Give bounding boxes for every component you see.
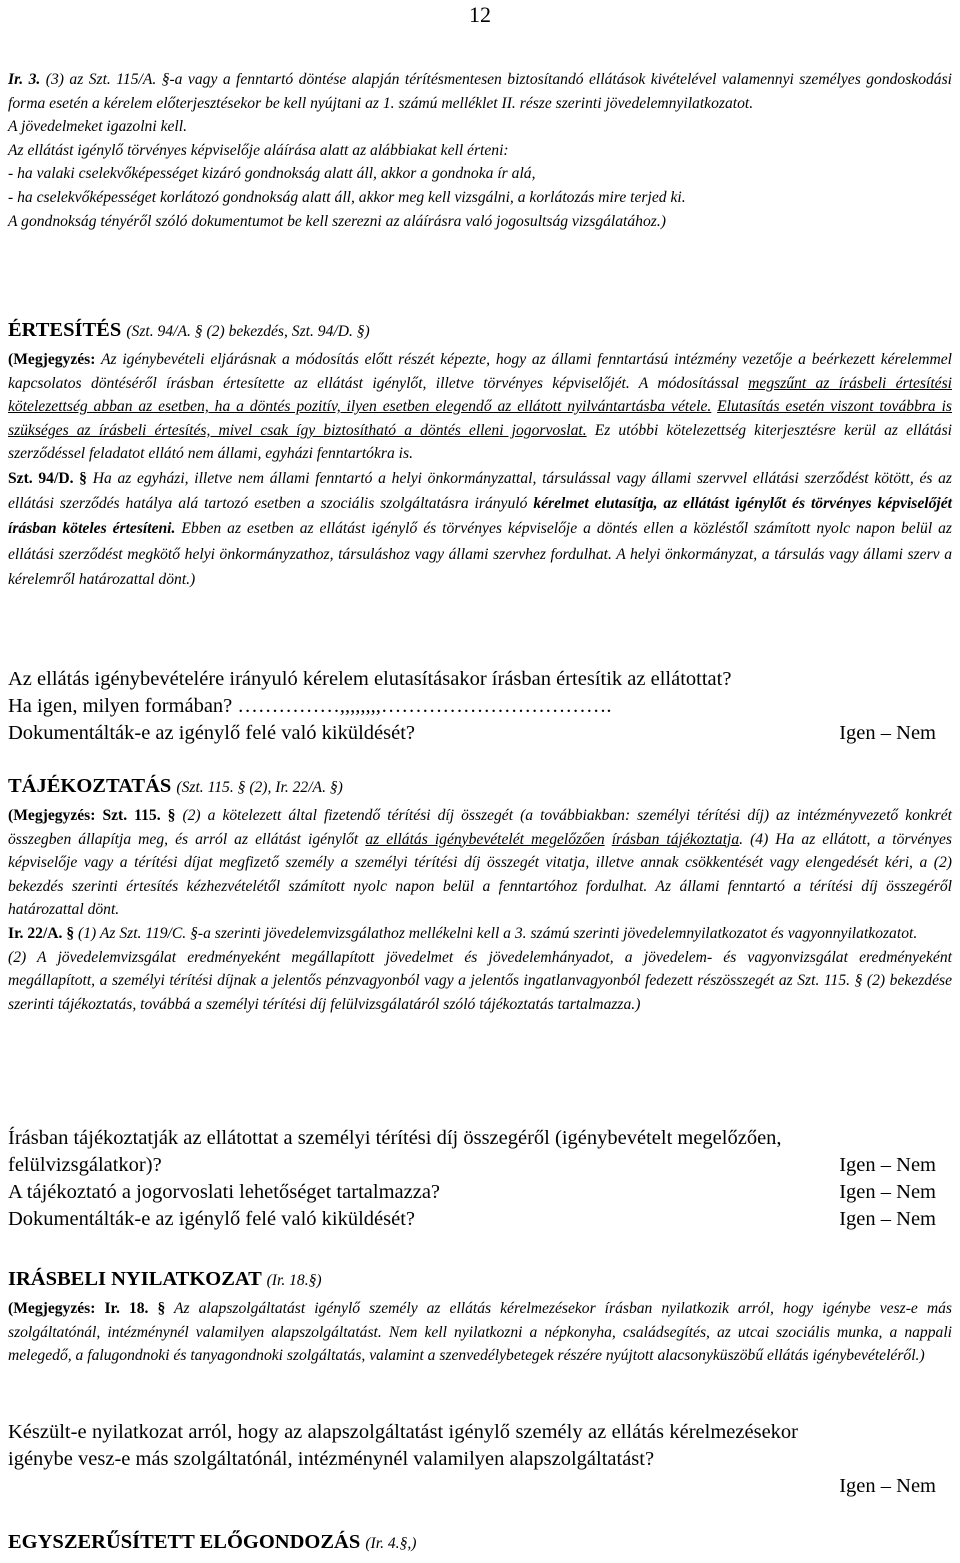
tajekoztatas-section bbox=[8, 772, 952, 1016]
ertesites-section bbox=[8, 316, 952, 592]
section-heading bbox=[8, 316, 952, 346]
question-text: felülvizsgálatkor)? bbox=[8, 1154, 162, 1176]
yes-no-option[interactable]: Igen – Nem bbox=[839, 1154, 936, 1176]
heading-reference: (Ir. 4.§,) bbox=[365, 1535, 417, 1552]
page-number: 12 bbox=[469, 2, 491, 27]
heading-title: TÁJÉKOZTATÁS bbox=[8, 775, 172, 797]
paragraph-text: (3) az Szt. 115/A. §-a vagy a fenntartó döntése alapján térítésmentesen biztosítandó ellátások kivételével valamennyi személyes gondoskodási forma esetén a kérelem előterjesztésekor be kell nyújtani az 1. számú melléklet II. része szerinti jövedelemnyilatkozatot. bbox=[8, 71, 952, 112]
heading-reference: (Szt. 115. § (2), Ir. 22/A. §) bbox=[176, 779, 343, 796]
yes-no-option[interactable]: Igen – Nem bbox=[839, 1181, 936, 1203]
note-label: (Megjegyzés: bbox=[8, 351, 96, 368]
note-text: Ha az egyházi, illetve nem állami fenntartó a helyi önkormányzattal, társulással vagy állami szervvel ellátási szerződést kötött, és az ellátási szerződés hatálya alá tartozó esetben a szociális szolgáltatásra irányuló bbox=[8, 469, 952, 513]
section-heading bbox=[8, 1265, 952, 1295]
question-text: Dokumentálták-e az igénylő felé való kiküldését? bbox=[8, 722, 415, 744]
note-text bbox=[605, 831, 612, 848]
note-paragraph bbox=[8, 466, 952, 592]
note-paragraph bbox=[8, 1297, 952, 1368]
list-item: - ha cselekvőképességet korlátozó gondnokság alatt áll, akkor meg kell vizsgálni, a korlátozás mire terjed ki. bbox=[8, 188, 686, 206]
question-text: Ha igen, milyen formában? ……………,,,,,,,,……………………………. bbox=[8, 695, 612, 717]
note-text: Az alapszolgáltatást igénylő személy az ellátás kérelmezésekor írásban nyilatkozik arról, hogy igénybe vesz-e más szolgáltatónál, intézménynél valamilyen alapszolgáltatást. Nem kell nyilatkozni a népkonyha, családsegítés, az utcai szociális munka, a nappali melegedő, a falugondnoki és tanyagondnoki szolgáltatás, valamint a szenvedélybetegek részére nyújtott alacsonyküszöbű ellátás igénybevételéről.) bbox=[8, 1300, 952, 1365]
question-text: Írásban tájékoztatják az ellátottat a személyi térítési díj összegéről (igénybevételt megelőzően, bbox=[8, 1127, 782, 1149]
heading-title: ÉRTESÍTÉS bbox=[8, 319, 122, 341]
note-text: . (4) Ha az ellátott, a törvényes képviselője vagy a térítési díjat megfizető személy a személyi térítési díj összegét vitatja, illetve annak csökkentését vagy elengedését kéri, a (2) bekezdés szerinti értesítés kézhezvételétől számított nyolc napon belül a fenntartóhoz fordulhat. Az állami fenntartó a térítési díj összegéről határozattal dönt. bbox=[8, 830, 952, 919]
section-heading bbox=[8, 772, 952, 802]
note-label: (Megjegyzés: Szt. 115. § bbox=[8, 807, 176, 824]
section-heading bbox=[8, 1528, 952, 1558]
heading-title: EGYSZERŰSÍTETT ELŐGONDOZÁS bbox=[8, 1531, 361, 1553]
note-text: Ebben az esetben az ellátást igénylő és törvényes képviselője a döntés ellen a közléstől számított nyolc napon belül az ellátási szerződést megkötő helyi önkormányzathoz, társuláshoz vagy állami szervhez fordulhat. A helyi önkormányzat, a társulás vagy állami szerv a kérelemről határozattal dönt.) bbox=[8, 520, 952, 588]
question-block-nyilatkozat bbox=[8, 1419, 952, 1497]
note-text: Az igénybevételi eljárásnak a módosítás előtt részét képezte, hogy az állami fenntartású intézmény vezetője a beérkezett kérelemmel kapcsolatos döntéséről írásban értesítette az ellátást igénylőt, illetve törvényes képviselőjét. A módosítással bbox=[8, 351, 952, 392]
heading-title: IRÁSBELI NYILATKOZAT bbox=[8, 1268, 262, 1290]
jovedelemnyilatkozat-paragraph bbox=[8, 68, 952, 115]
question-row bbox=[8, 1152, 952, 1179]
question-row bbox=[8, 1179, 952, 1206]
note-paragraph: (2) A jövedelemvizsgálat eredményeként megállapított jövedelmet és jövedelemhányadot, a jövedelem- és vagyonvizsgálat eredményeként megállapított, a személyi térítési díjnak a jelentős pénzvagyonból vagy a jelentős ingatlanvagyonból fedezett részösszegét az Szt. 115. § (2) bekezdése szerinti tájékoztatás, továbbá a személyi térítési díj felülvizsgálatáról szóló tájékoztatás tartalmazza.) bbox=[8, 948, 952, 1013]
question-text: Készült-e nyilatkozat arról, hogy az alapszolgáltatást igénylő személy az ellátás kérelmezésekor igénybe vesz-e más szolgáltatónál, intézménynél valamilyen alapszolgáltatást? bbox=[8, 1421, 798, 1470]
note-text: Ez utóbbi kötelezettség kiterjesztésre kerül az ellátási szerződéssel feladatot ellátó nem állami, egyházi fenntartókra is. bbox=[8, 421, 953, 463]
paragraph: A jövedelmeket igazolni kell. bbox=[8, 118, 187, 136]
question-block-ertesites bbox=[8, 666, 952, 747]
egyszerusitett-elogondozas-section bbox=[8, 1528, 952, 1558]
rule-reference: Ir. 3. bbox=[8, 71, 41, 88]
underlined-text: Elutasítás esetén viszont továbbra is szükséges az írásbeli értesítés, mivel csak így biztosítható a döntés elleni jogorvoslat. bbox=[8, 398, 952, 439]
underlined-text: írásban tájékoztatja bbox=[611, 830, 740, 848]
yes-no-option[interactable]: Igen – Nem bbox=[839, 1208, 936, 1230]
list-item: - ha valaki cselekvőképességet kizáró gondnokság alatt áll, akkor a gondnoka ír alá, bbox=[8, 165, 536, 183]
note-paragraph bbox=[8, 922, 952, 946]
irasbeli-nyilatkozat-section bbox=[8, 1265, 952, 1368]
heading-reference: (Ir. 18.§) bbox=[266, 1272, 322, 1289]
heading-reference: (Szt. 94/A. § (2) bekezdés, Szt. 94/D. §) bbox=[126, 323, 370, 340]
question-text: A tájékoztató a jogorvoslati lehetőséget tartalmazza? bbox=[8, 1181, 441, 1203]
yes-no-option[interactable]: Igen – Nem bbox=[839, 722, 936, 744]
underlined-text: megszűnt az írásbeli értesítési kötelezettség abban az esetben, ha a döntés pozitív, ilyen esetben elegendő az ellátott nyilvántartásba vétele. bbox=[8, 374, 952, 416]
question-row bbox=[8, 1206, 952, 1233]
rule-reference: Ir. 22/A. § bbox=[8, 924, 75, 942]
jovedelemnyilatkozat-section bbox=[8, 68, 952, 233]
note-label: (Megjegyzés: Ir. 18. § bbox=[8, 1300, 166, 1317]
note-text: (2) a kötelezett által fizetendő térítési díj összegét (a továbbiakban: személyi térítési díj) az intézményvezető konkrét összegben állapítja meg, és arról az ellátást igénylőt bbox=[8, 807, 953, 848]
underlined-text: az ellátás igénybevételét megelőzően bbox=[365, 830, 605, 848]
note-paragraph bbox=[8, 804, 952, 922]
paragraph: A gondnokság tényéről szóló dokumentumot be kell szerezni az aláírásra való jogosultság vizsgálatához.) bbox=[8, 212, 666, 230]
question-text: Dokumentálták-e az igénylő felé való kiküldését? bbox=[8, 1208, 415, 1230]
note-paragraph bbox=[8, 348, 952, 466]
question-row bbox=[8, 720, 952, 747]
rule-reference: Szt. 94/D. § bbox=[8, 469, 87, 487]
bold-text: kérelmet elutasítja, az ellátást igénylőt és törvényes képviselőjét írásban köteles értesíteni. bbox=[8, 495, 952, 538]
question-block-tajekoztatas bbox=[8, 1125, 952, 1233]
paragraph: Az ellátást igénylő törvényes képviselője aláírása alatt az alábbiakat kell érteni: bbox=[8, 141, 509, 159]
question-text: Az ellátás igénybevételére irányuló kérelem elutasításakor írásban értesítik az ellátottat? bbox=[8, 668, 732, 690]
note-text: (1) Az Szt. 119/C. §-a szerinti jövedelemvizsgálathoz mellékelni kell a 3. számú szerinti jövedelemnyilatkozatot és vagyonnyilatkozatot. bbox=[74, 924, 918, 942]
yes-no-option[interactable]: Igen – Nem bbox=[839, 1475, 936, 1497]
